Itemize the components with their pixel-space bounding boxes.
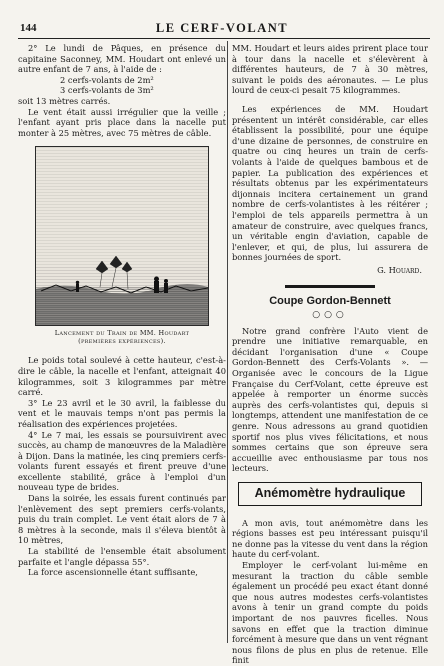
boxed-section-title: Anémomètre hydraulique: [238, 482, 422, 506]
paragraph: Les expériences de MM. Houdart présentent un intérêt considérable, car elles établissent la possibilité, pour une équipe d'une dizaine de personnes, de construire en quatre ou cinq heures un train de cerfs-volants à l'aide de quelques bambous et de papier. La publication des expériences et résultats obtenus par les expérimentateurs dijonnais incitera certainement un grand nombre de cerfs-volantistes à les réitérer ; l'emploi de tels appareils permettra à un amateur de construire, avec quelques francs, un véritable engin d'aviation, capable de l'enlever, et qui, de plus, lui assurera de bonnes journées de sport.: [232, 103, 428, 263]
paragraph: Employer le cerf-volant lui-même en mesurant la traction du câble semble également un procédé peu exact étant donné que nous autres modestes cerfs-volantistes avons à tenir un grand compte du poids important de nos pauvres ficelles. Nous savons en effet que la traction diminue forcément à mesure que dans un vent régnant nous filons de plus en plus de retenue. Elle finit: [232, 559, 428, 666]
paragraph: Notre grand confrère l'Auto vient de prendre une initiative remarquable, en décidant l'organisation d'une « Coupe Gordon-Bennett des Cerfs-Volants ». — Organisée avec le concours de la Ligue Française du Cerf-Volant, cette épreuve est appelée à remporter un énorme succès auprès des cerfs-volantistes qui, depuis si longtemps, attendent une manifestation de ce genre. Nous adressons au grand quotidien sportif nos plus vives félicitations, et nous sommes certains que son épreuve sera accueillie avec enthousiasme par tous nos lecteurs.: [232, 325, 428, 474]
list-item: 3 cerfs-volants de 3m²: [60, 85, 154, 96]
paragraph: soit 13 mètres carrés.: [18, 95, 111, 106]
kite-train-engraving: [36, 147, 208, 325]
paragraph: Le vent était aussi irrégulier que la veille ; l'enfant ayant pris place dans la nacelle put monter à 25 mètres, avec 75 mètres de câble.: [18, 106, 226, 138]
right-column: [232, 43, 428, 666]
paragraph: 2° Le lundi de Pâques, en présence du capitaine Saconney, MM. Houdart ont enlevé un autre enfant de 7 ans, à l'aide de :: [18, 43, 226, 75]
section-title: Coupe Gordon-Bennett: [269, 295, 391, 308]
caption-line: (premières expériences).: [78, 337, 166, 346]
page-number: 144: [20, 22, 37, 34]
paragraph: A mon avis, tout anémomètre dans les régions basses est peu intéressant puisqu'il ne donne pas la vitesse du vent dans la région haute du cerf-volant.: [232, 517, 428, 560]
paragraph: Dans la soirée, les essais furent continués par l'enlèvement des sept premiers cerfs-volants, puis du train complet. Le vent était alors de 7 à 8 mètres à la seconde, mais il s'éleva bientôt à 10 mètres,: [18, 493, 226, 546]
list-item: 2 cerfs-volants de 2m²: [60, 74, 154, 85]
page-header: [0, 0, 444, 40]
paragraph: Le poids total soulevé à cette hauteur, c'est-à-dire le câble, la nacelle et l'enfant, atteignait 40 kilogrammes, soit 3 kilogrammes par mètre carré.: [18, 355, 226, 398]
illustration-caption: [18, 329, 226, 345]
paragraph: La stabilité de l'ensemble était absolument parfaite et l'angle dépassa 55°.: [18, 546, 226, 567]
paragraph: MM. Houdart et leurs aides prirent place tour à tour dans la nacelle et s'élevèrent à différentes hauteurs, de 7 à 30 mètres, suivant le poids des aéronautes. — Le plus lourd de ceux-ci pesait 75 kilogrammes.: [232, 43, 428, 96]
header-rule: [18, 38, 430, 39]
ornament: ○○○: [312, 310, 348, 321]
journal-title: LE CERF-VOLANT: [155, 21, 289, 35]
paragraph: 4° Le 7 mai, les essais se poursuivirent avec succès, au champ de manœuvres de la Maladière à Dijon. Dans la matinée, les cinq premiers cerfs-volants furent essayés et firent preuve d'une excellente stabilité, grâce à l'emploi d'un nouveau type de brides.: [18, 429, 226, 493]
section-rule: [285, 285, 375, 288]
column-divider: [227, 41, 228, 643]
left-column: [18, 43, 226, 578]
caption-line: Lancement du Train de MM. Houdart: [54, 329, 190, 338]
paragraph: 3° Le 23 avril et le 30 avril, la faiblesse du vent et le mauvais temps n'ont pas permis la réalisation des expériences projetées.: [18, 397, 226, 429]
paragraph: La force ascensionnelle étant suffisante,: [28, 567, 198, 578]
spacer: [232, 96, 428, 104]
kite-train-illustration: [35, 146, 209, 326]
article-signature: G. Houard.: [377, 264, 422, 275]
